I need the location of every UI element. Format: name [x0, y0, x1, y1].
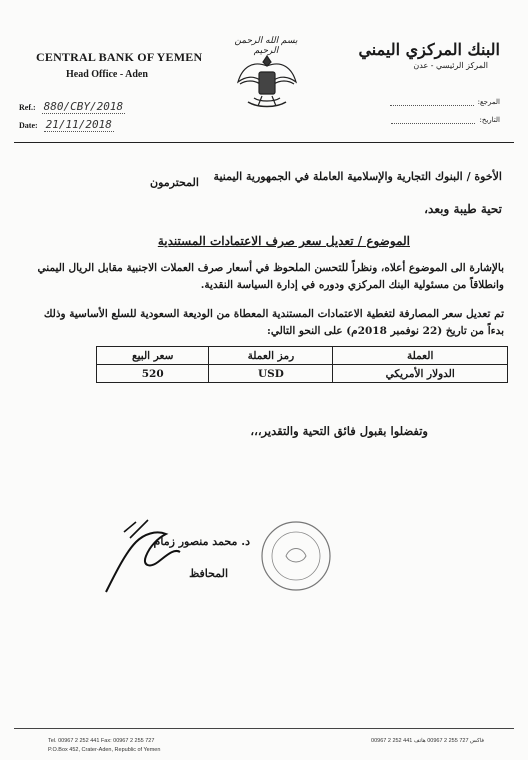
- cell-selling-rate: 520: [97, 365, 209, 383]
- signatory-name: د. محمد منصور زمام: [153, 535, 250, 548]
- header-english: [36, 50, 206, 80]
- footer-contact-arabic: فاكس 727 255 2 00967 هاتف 441 252 2 00967: [371, 738, 484, 744]
- date-line: [19, 118, 114, 131]
- table-header-row: [97, 347, 508, 365]
- addressee: الأخوة / البنوك التجارية والإسلامية العاملة في الجمهورية اليمنية: [213, 170, 502, 183]
- table-row: [97, 365, 508, 383]
- ref-value: 880/CBY/2018: [43, 100, 124, 113]
- paragraph-2: تم تعديل سعر المصارفة لتغطية الاعتمادات المستندية المعطاة من الوديعة السعودية للسلع الأساسية وذلك بدءاً من تاريخ (22 نوفمبر 2018م) على النحو التالي:: [43, 308, 504, 337]
- greeting: تحية طيبة وبعد،: [424, 202, 502, 216]
- reference-line: [19, 100, 125, 113]
- yemen-eagle-emblem-icon: [232, 38, 302, 118]
- cell-currency-code: USD: [209, 365, 333, 383]
- col-selling-rate: سعر البيع: [97, 347, 209, 365]
- subject-line: الموضوع / تعديل سعر صرف الاعتمادات المستندية: [157, 234, 410, 248]
- cell-currency: الدولار الأمريكي: [333, 365, 508, 383]
- ref-dots: [390, 105, 474, 106]
- ref-label: Ref.:: [19, 103, 36, 112]
- ref-label-arabic: المرجع:: [477, 98, 500, 106]
- office-english: Head Office - Aden: [66, 69, 148, 80]
- signatory-title: المحافظ: [189, 567, 228, 580]
- header-arabic: [330, 40, 500, 70]
- handwritten-signature-icon: [96, 512, 186, 602]
- col-currency-code: رمز العملة: [209, 347, 333, 365]
- footer-contact-english: [48, 738, 160, 753]
- ref-field-arabic: [370, 98, 500, 106]
- closing: وتفضلوا بقبول فائق التحية والتقدير،،،: [250, 424, 428, 438]
- office-arabic: المركز الرئيسي - عدن: [413, 61, 488, 70]
- bank-name-english: CENTRAL BANK OF YEMEN: [36, 50, 203, 64]
- col-currency: العملة: [333, 347, 508, 365]
- basmala: بسم الله الرحمن الرحيم: [234, 36, 298, 56]
- footer-phone-fax: Tel. 00967 2 252 441 Fax: 00967 2 255 727: [48, 738, 155, 744]
- header-divider: [14, 142, 514, 143]
- date-dots: [391, 123, 475, 124]
- paragraph-1: بالإشارة الى الموضوع أعلاه، ونظراً للتحسن الملحوظ في أسعار صرف العملات الاجنبية مقابل الريال اليمني وانطلاقاً من مسئولية البنك المركزي ودوره في إدارة السياسة النقدية.: [37, 262, 504, 291]
- date-field-arabic: [370, 116, 500, 124]
- date-label-arabic: التاريخ:: [479, 116, 500, 124]
- footer-divider: [14, 728, 514, 729]
- official-seal-icon: [256, 516, 336, 596]
- bank-name-arabic: البنك المركزي اليمني: [358, 40, 500, 59]
- date-value: 21/11/2018: [45, 118, 112, 131]
- footer-address: P.O.Box 452, Crater-Aden, Republic of Yemen: [48, 747, 161, 753]
- exchange-rate-table: [96, 346, 508, 383]
- addressee-honorific: المحترمون: [150, 176, 199, 189]
- date-label: Date:: [19, 121, 38, 130]
